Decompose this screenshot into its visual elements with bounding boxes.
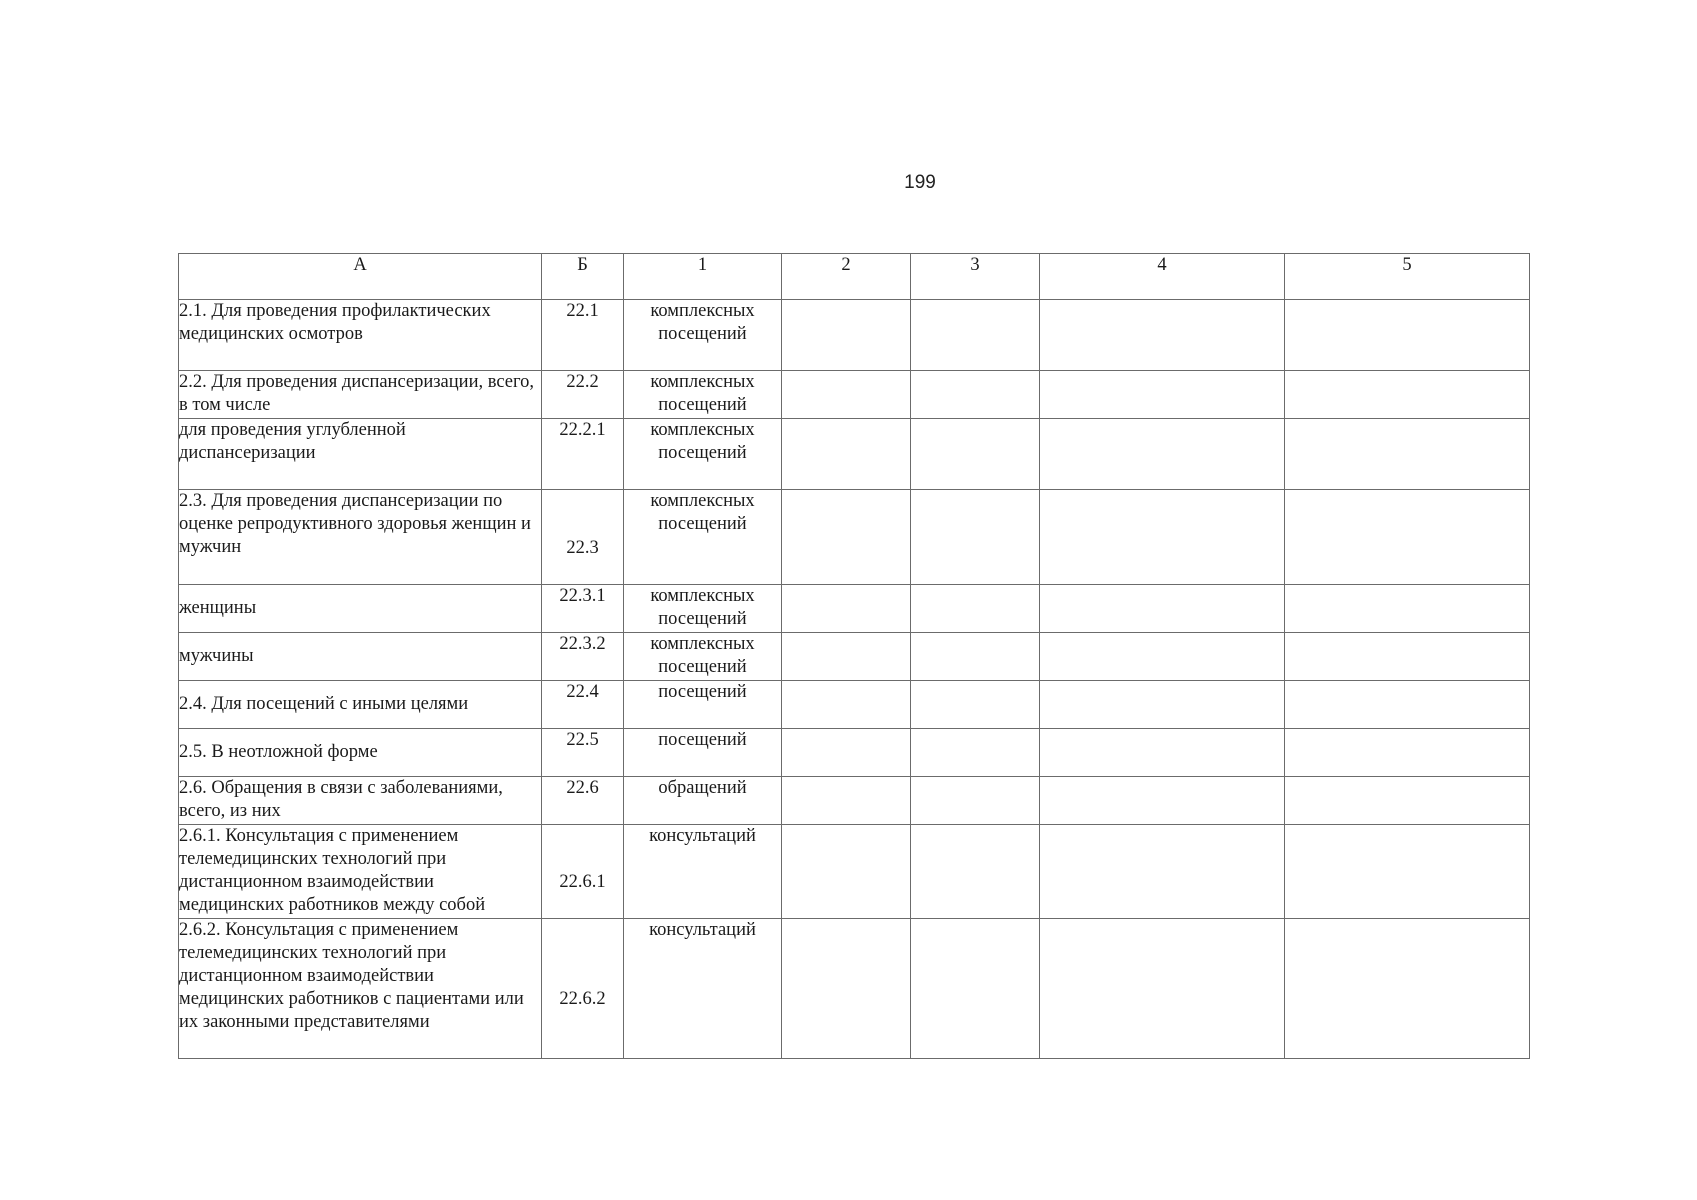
value-cell <box>1285 585 1530 633</box>
value-cell <box>1285 919 1530 1059</box>
row-label-cell: женщины <box>179 585 542 633</box>
row-label-cell: 2.6.2. Консультация с применением телемедицинских технологий при дистанционном взаимодействии медицинских работников с пациентами или их законными представителями <box>179 919 542 1059</box>
value-cell <box>782 419 911 490</box>
value-cell <box>1285 825 1530 919</box>
row-unit-cell: комплексных посещений <box>624 633 782 681</box>
row-unit-cell: консультаций <box>624 919 782 1059</box>
value-cell <box>911 825 1040 919</box>
row-code-cell: 22.3.2 <box>542 633 624 681</box>
value-cell <box>1285 371 1530 419</box>
value-cell <box>1285 419 1530 490</box>
table-row <box>179 825 1530 919</box>
value-cell <box>782 300 911 371</box>
table-row <box>179 300 1530 371</box>
header-cell-a: А <box>179 254 542 300</box>
value-cell <box>1285 729 1530 777</box>
value-cell <box>782 681 911 729</box>
value-cell <box>782 729 911 777</box>
table-row <box>179 371 1530 419</box>
row-label-cell: 2.1. Для проведения профилактических медицинских осмотров <box>179 300 542 371</box>
row-unit-cell: комплексных посещений <box>624 419 782 490</box>
row-code-cell: 22.6 <box>542 777 624 825</box>
value-cell <box>1285 300 1530 371</box>
row-code-cell: 22.6.1 <box>542 825 624 919</box>
table-row <box>179 729 1530 777</box>
value-cell <box>1040 777 1285 825</box>
row-code-cell: 22.3 <box>542 490 624 585</box>
value-cell <box>911 490 1040 585</box>
row-label-cell: 2.2. Для проведения диспансеризации, всего, в том числе <box>179 371 542 419</box>
value-cell <box>1040 585 1285 633</box>
value-cell <box>1040 825 1285 919</box>
value-cell <box>1285 490 1530 585</box>
value-cell <box>1285 633 1530 681</box>
header-cell-1: 1 <box>624 254 782 300</box>
value-cell <box>911 419 1040 490</box>
value-cell <box>782 371 911 419</box>
value-cell <box>911 585 1040 633</box>
table-row <box>179 919 1530 1059</box>
header-cell-4: 4 <box>1040 254 1285 300</box>
row-unit-cell: посещений <box>624 729 782 777</box>
row-unit-cell: комплексных посещений <box>624 585 782 633</box>
row-label-cell: 2.5. В неотложной форме <box>179 729 542 777</box>
value-cell <box>782 919 911 1059</box>
value-cell <box>1040 633 1285 681</box>
page-number: 199 <box>904 172 936 193</box>
value-cell <box>1040 419 1285 490</box>
header-row <box>179 254 1530 300</box>
table-row <box>179 419 1530 490</box>
row-code-cell: 22.2 <box>542 371 624 419</box>
value-cell <box>782 490 911 585</box>
value-cell <box>1285 681 1530 729</box>
row-unit-cell: обращений <box>624 777 782 825</box>
header-cell-b: Б <box>542 254 624 300</box>
row-code-cell: 22.4 <box>542 681 624 729</box>
row-code-cell: 22.2.1 <box>542 419 624 490</box>
value-cell <box>1040 681 1285 729</box>
row-code-cell: 22.1 <box>542 300 624 371</box>
header-cell-5: 5 <box>1285 254 1530 300</box>
value-cell <box>1040 371 1285 419</box>
value-cell <box>1285 777 1530 825</box>
row-label-cell: 2.6. Обращения в связи с заболеваниями, всего, из них <box>179 777 542 825</box>
value-cell <box>782 585 911 633</box>
row-label-cell: 2.3. Для проведения диспансеризации по оценке репродуктивного здоровья женщин и мужчин <box>179 490 542 585</box>
value-cell <box>1040 490 1285 585</box>
row-unit-cell: комплексных посещений <box>624 490 782 585</box>
value-cell <box>782 825 911 919</box>
row-code-cell: 22.3.1 <box>542 585 624 633</box>
value-cell <box>911 777 1040 825</box>
header-cell-2: 2 <box>782 254 911 300</box>
value-cell <box>782 777 911 825</box>
row-label-cell: для проведения углубленной диспансеризации <box>179 419 542 490</box>
table-row <box>179 777 1530 825</box>
value-cell <box>911 300 1040 371</box>
value-cell <box>1040 919 1285 1059</box>
table-row <box>179 585 1530 633</box>
value-cell <box>782 633 911 681</box>
value-cell <box>1040 300 1285 371</box>
row-unit-cell: комплексных посещений <box>624 371 782 419</box>
table-row <box>179 681 1530 729</box>
row-label-cell: 2.4. Для посещений с иными целями <box>179 681 542 729</box>
value-cell <box>911 919 1040 1059</box>
row-unit-cell: посещений <box>624 681 782 729</box>
table-row <box>179 633 1530 681</box>
value-cell <box>911 633 1040 681</box>
row-code-cell: 22.5 <box>542 729 624 777</box>
header-cell-3: 3 <box>911 254 1040 300</box>
row-unit-cell: консультаций <box>624 825 782 919</box>
value-cell <box>911 371 1040 419</box>
data-table <box>178 253 1530 1059</box>
value-cell <box>911 729 1040 777</box>
row-label-cell: мужчины <box>179 633 542 681</box>
row-label-cell: 2.6.1. Консультация с применением телемедицинских технологий при дистанционном взаимодействии медицинских работников между собой <box>179 825 542 919</box>
row-unit-cell: комплексных посещений <box>624 300 782 371</box>
value-cell <box>911 681 1040 729</box>
value-cell <box>1040 729 1285 777</box>
row-code-cell: 22.6.2 <box>542 919 624 1059</box>
table-row <box>179 490 1530 585</box>
